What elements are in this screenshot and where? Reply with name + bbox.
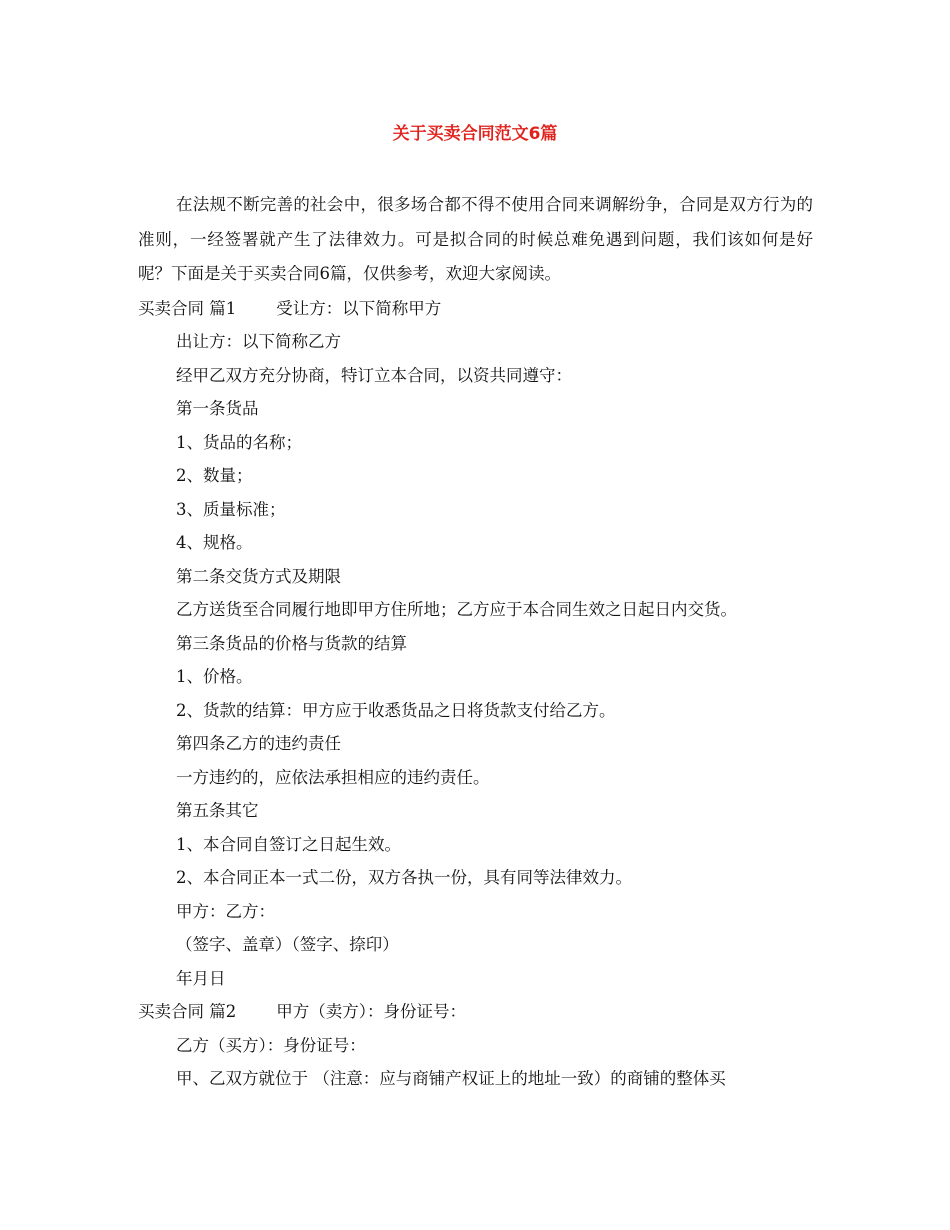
contract-1-line: 出让方：以下简称乙方	[176, 332, 341, 351]
contract-2-line: 甲、乙双方就位于 （注意：应与商铺产权证上的地址一致）的商铺的整体买	[176, 1069, 726, 1088]
contract-1-line: 1、价格。	[176, 667, 253, 686]
contract-1-line: 第三条货品的价格与货款的结算	[176, 633, 407, 653]
intro-paragraph: 在法规不断完善的社会中，很多场合都不得不使用合同来调解纷争，合同是双方行为的准则，一经签署就产生了法律效力。可是拟合同的时候总难免遇到问题，我们该如何是好呢？下面是关于买卖合同6篇，仅供参考，欢迎大家阅读。	[138, 195, 813, 283]
contract-1-line: 第四条乙方的违约责任	[176, 734, 341, 753]
contract-1-line: 一方违约的，应依法承担相应的违约责任。	[176, 767, 490, 787]
contract-1-line: 第二条交货方式及期限	[176, 566, 341, 586]
contract-1-line: 2、货款的结算：甲方应于收悉货品之日将货款支付给乙方。	[176, 700, 616, 720]
contract-1-line: 3、质量标准；	[176, 499, 286, 519]
contract-1-line: 年月日	[176, 968, 226, 988]
contract-1-heading-line	[138, 292, 813, 326]
contract-1-line: 第五条其它	[176, 801, 259, 820]
contract-2-heading-rest: 甲方（卖方）：身份证号：	[276, 1002, 466, 1021]
contract-2-heading-line	[138, 995, 813, 1029]
contract-1-line: 1、本合同自签订之日起生效。	[176, 834, 401, 854]
contract-1-line: 1、货品的名称；	[176, 432, 302, 452]
contract-1-line: 经甲乙双方充分协商，特订立本合同，以资共同遵守：	[176, 365, 572, 385]
contract-2-heading: 买卖合同 篇2	[138, 1002, 237, 1021]
contract-1-line: 甲方：乙方：	[176, 901, 275, 921]
contract-1-heading-rest: 受让方：以下简称甲方	[276, 298, 442, 318]
contract-2-line: 乙方（买方）：身份证号：	[176, 1035, 366, 1055]
contract-1-line: 乙方送货至合同履行地即甲方住所地；乙方应于本合同生效之日起日内交货。	[176, 600, 737, 619]
contract-1-line: 第一条货品	[176, 399, 259, 418]
contract-1-line: 2、本合同正本一式二份，双方各执一份，具有同等法律效力。	[176, 868, 632, 887]
document-body	[138, 188, 813, 1096]
contract-1-heading: 买卖合同 篇1	[138, 298, 237, 318]
contract-1-line: 4、规格。	[176, 533, 253, 552]
contract-1-line: （签字、盖章）（签字、捺印）	[176, 935, 399, 954]
document-title: 关于买卖合同范文6篇	[392, 124, 558, 144]
contract-1-line: 2、数量；	[176, 466, 253, 485]
